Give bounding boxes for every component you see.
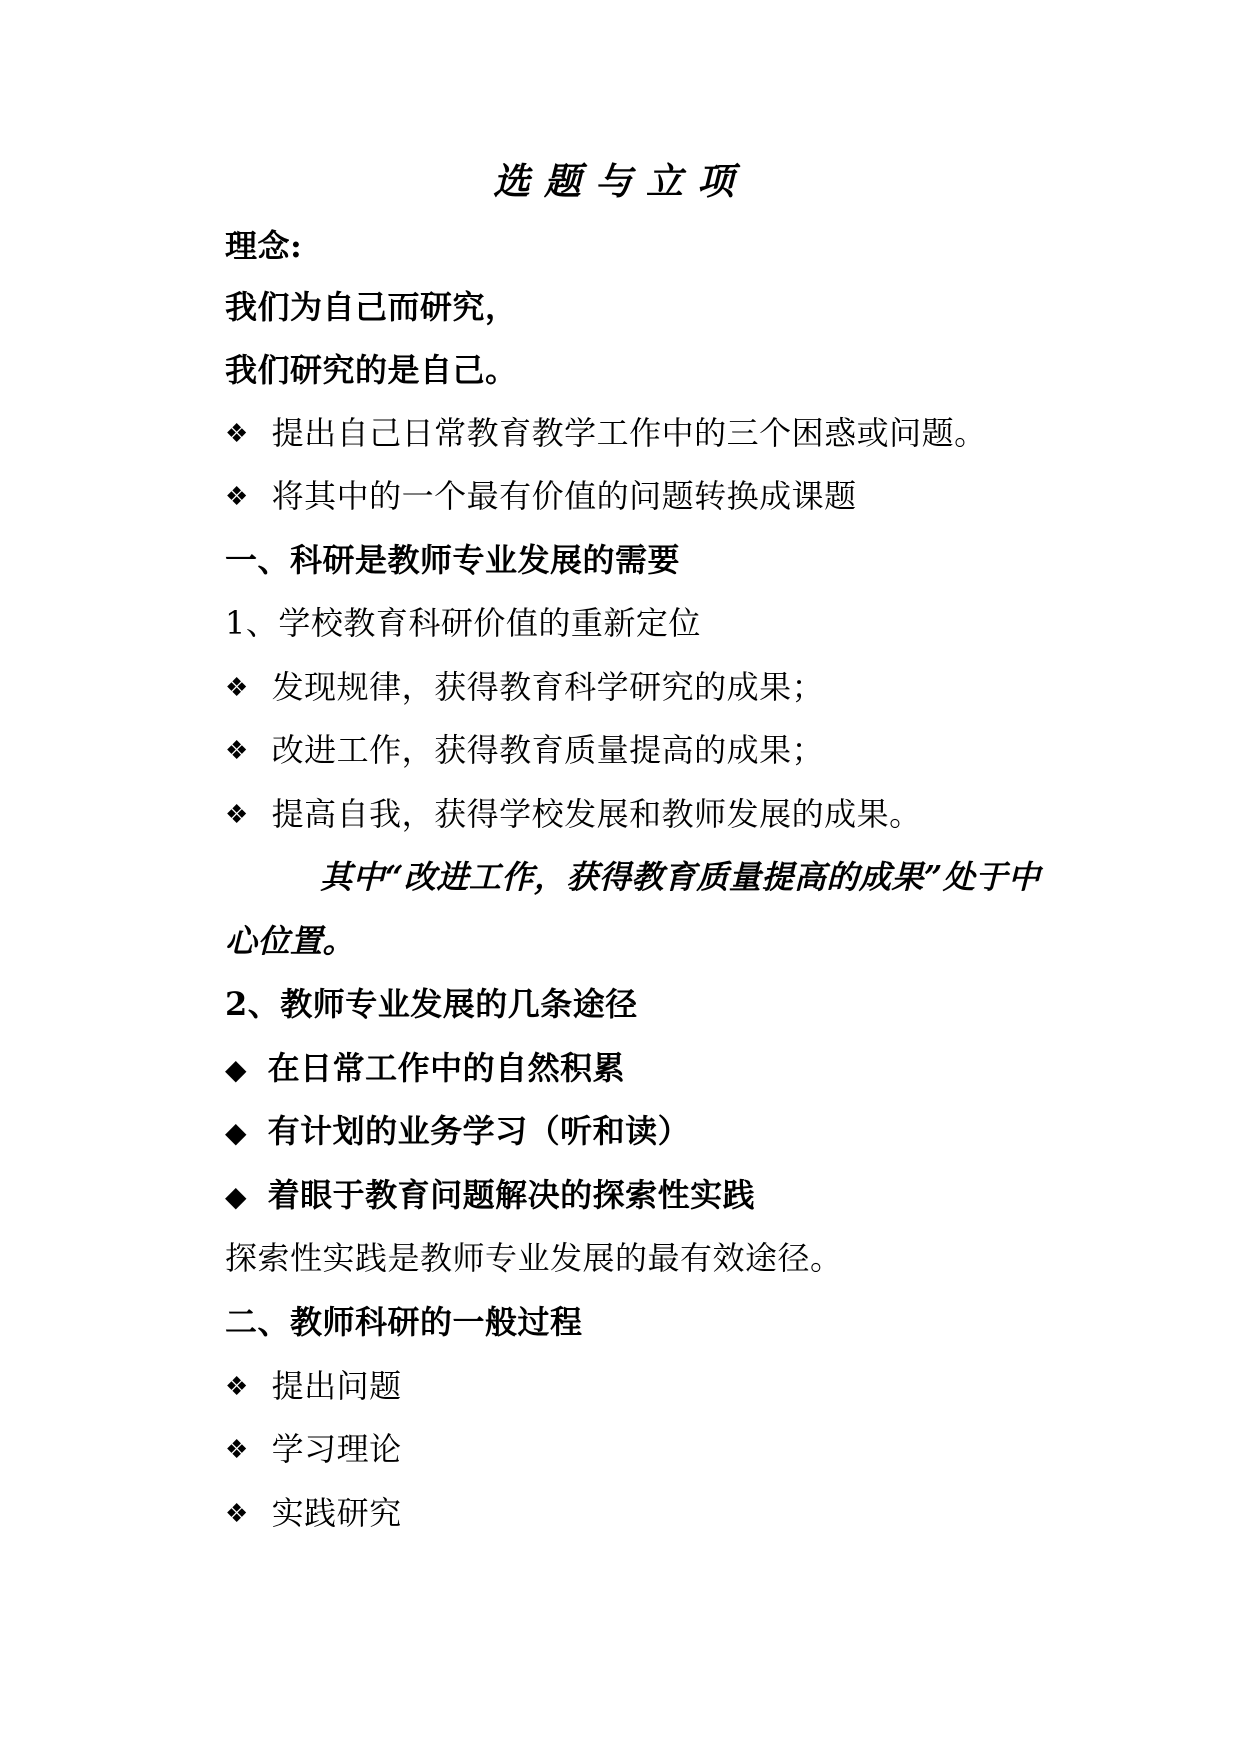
emphasis-paragraph-line-2-text: 心位置。: [225, 922, 356, 960]
concept-heading-text: 理念:: [225, 227, 303, 265]
four-diamond-bullet-icon: ❖: [225, 1372, 249, 1402]
motto-line-1-text: 我们为自己而研究，: [225, 288, 518, 326]
list-item: [225, 730, 824, 771]
page-title: 选题与立项: [493, 159, 748, 203]
list-item: [225, 1366, 402, 1407]
four-diamond-bullet-icon: ❖: [225, 736, 249, 766]
list-item-text: 有计划的业务学习（听和读）: [267, 1112, 691, 1150]
list-item-text: 实践研究: [271, 1494, 402, 1532]
list-item: [225, 794, 922, 835]
emphasis-paragraph-line-2: [225, 921, 355, 961]
section-heading-1-text: 一、科研是教师专业发展的需要: [225, 541, 681, 579]
motto-line-1: [225, 287, 518, 327]
list-item-text: 提出自己日常教育教学工作中的三个困惑或问题。: [271, 414, 987, 452]
motto-line-2: [225, 350, 518, 390]
four-diamond-bullet-icon: ❖: [225, 800, 249, 830]
four-diamond-bullet-icon: ❖: [225, 419, 249, 449]
subheading-1-2-text: 2、教师专业发展的几条途径: [225, 985, 638, 1023]
list-item-text: 在日常工作中的自然积累: [267, 1049, 626, 1087]
list-item: [225, 1175, 755, 1217]
list-item-text: 改进工作，获得教育质量提高的成果；: [271, 731, 825, 769]
list-item: [225, 413, 987, 454]
solid-diamond-bullet-icon: ◆: [225, 1116, 248, 1149]
list-item: [225, 667, 824, 708]
subheading-1-1: [225, 603, 701, 643]
section-heading-1: [225, 540, 680, 580]
list-item: [225, 1493, 402, 1534]
four-diamond-bullet-icon: ❖: [225, 1499, 249, 1529]
subheading-1-2: [225, 984, 638, 1024]
summary-paragraph-text: 探索性实践是教师专业发展的最有效途径。: [225, 1239, 843, 1277]
emphasis-paragraph-line-1-text: 其中“改进工作，获得教育质量提高的成果”处于中: [320, 858, 1041, 896]
subheading-1-1-text: 1、学校教育科研价值的重新定位: [225, 604, 701, 642]
four-diamond-bullet-icon: ❖: [225, 482, 249, 512]
concept-heading: [225, 226, 302, 266]
summary-paragraph: [225, 1238, 843, 1278]
list-item-text: 提高自我，获得学校发展和教师发展的成果。: [271, 795, 922, 833]
list-item-text: 提出问题: [271, 1367, 402, 1405]
list-item: [225, 476, 857, 517]
list-item: [225, 1429, 402, 1470]
motto-line-2-text: 我们研究的是自己。: [225, 351, 518, 389]
solid-diamond-bullet-icon: ◆: [225, 1053, 248, 1086]
list-item: [225, 1111, 690, 1153]
four-diamond-bullet-icon: ❖: [225, 673, 249, 703]
list-item: [225, 1048, 625, 1090]
section-heading-2: [225, 1302, 583, 1342]
emphasis-paragraph-line-1: [320, 857, 1040, 897]
section-heading-2-text: 二、教师科研的一般过程: [225, 1303, 583, 1341]
four-diamond-bullet-icon: ❖: [225, 1435, 249, 1465]
solid-diamond-bullet-icon: ◆: [225, 1180, 248, 1213]
list-item-text: 将其中的一个最有价值的问题转换成课题: [271, 477, 857, 515]
list-item-text: 发现规律，获得教育科学研究的成果；: [271, 668, 825, 706]
list-item-text: 学习理论: [271, 1430, 402, 1468]
list-item-text: 着眼于教育问题解决的探索性实践: [267, 1176, 756, 1214]
